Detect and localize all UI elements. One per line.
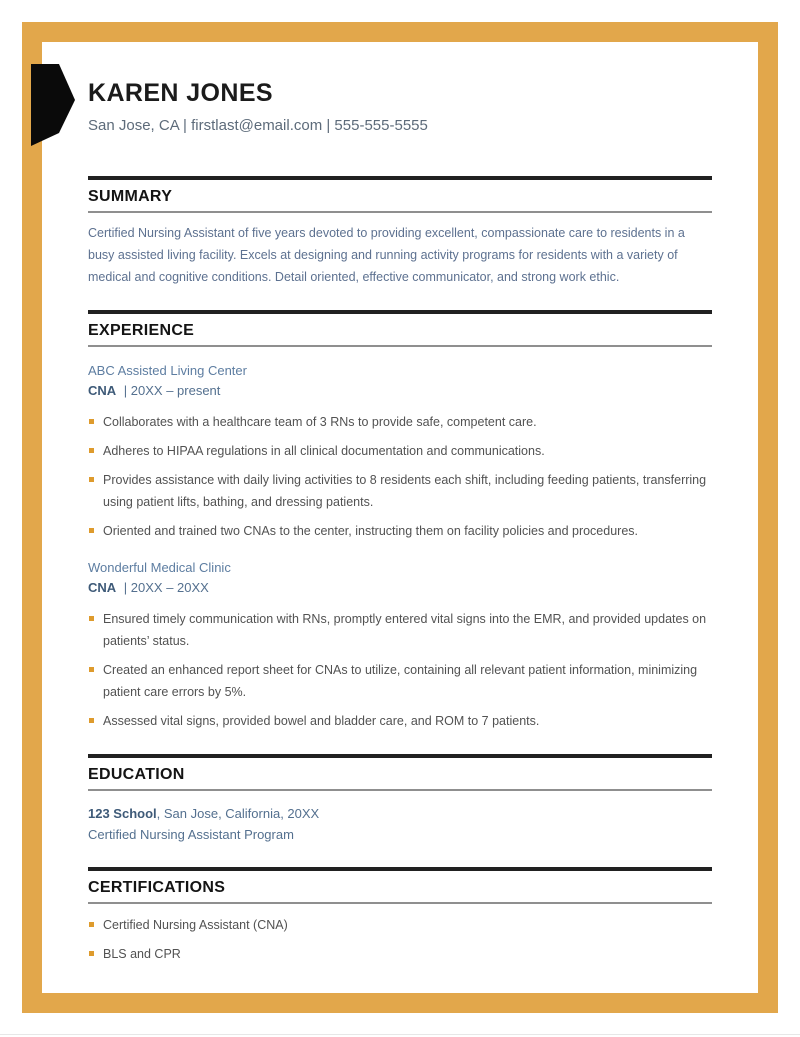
- job-bullet-list: [88, 411, 712, 542]
- role-dates: | 20XX – 20XX: [123, 580, 209, 595]
- role-title: CNA: [88, 580, 117, 595]
- company-name: ABC Assisted Living Center: [88, 363, 247, 378]
- job-entry-2: [88, 558, 712, 732]
- bullet-item: Oriented and trained two CNAs to the center, instructing them on facility policies and procedures.: [88, 520, 712, 542]
- education-entry: [88, 803, 712, 845]
- section-experience: [88, 310, 712, 732]
- role-title: CNA: [88, 383, 117, 398]
- company-name: Wonderful Medical Clinic: [88, 560, 231, 575]
- bullet-item: Ensured timely communication with RNs, promptly entered vital signs into the EMR, and provided updates on patients’ status.: [88, 608, 712, 652]
- bookmark-ribbon-icon: [31, 64, 75, 146]
- role-line: [88, 578, 712, 598]
- bullet-item: Created an enhanced report sheet for CNAs to utilize, containing all relevant patient information, minimizing patient care errors by 5%.: [88, 659, 712, 703]
- section-certifications: [88, 867, 712, 965]
- program-name: Certified Nursing Assistant Program: [88, 827, 294, 842]
- page-bottom-edge: [0, 1034, 800, 1035]
- bullet-item: Certified Nursing Assistant (CNA): [88, 914, 712, 936]
- bullet-item: Assessed vital signs, provided bowel and bladder care, and ROM to 7 patients.: [88, 710, 712, 732]
- education-title: EDUCATION: [88, 754, 712, 791]
- section-education: [88, 754, 712, 845]
- resume-content: [88, 42, 712, 972]
- experience-title: EXPERIENCE: [88, 310, 712, 347]
- bullet-item: Adheres to HIPAA regulations in all clinical documentation and communications.: [88, 440, 712, 462]
- certifications-list: [88, 914, 712, 965]
- resume-header: [88, 42, 712, 136]
- certifications-title: CERTIFICATIONS: [88, 867, 712, 904]
- role-dates: | 20XX – present: [123, 383, 221, 398]
- role-line: [88, 381, 712, 401]
- summary-paragraph: Certified Nursing Assistant of five years devoted to providing excellent, compassionate care to residents in a busy assisted living facility. Excels at designing and running activity programs for residents with a variety of medical and cognitive conditions. Detail oriented, effective communicator, and strong work ethic.: [88, 226, 685, 284]
- bullet-item: Collaborates with a healthcare team of 3 RNs to provide safe, competent care.: [88, 411, 712, 433]
- section-summary: [88, 176, 712, 288]
- job-bullet-list: [88, 608, 712, 732]
- school-details: , San Jose, California, 20XX: [156, 806, 320, 821]
- bullet-item: Provides assistance with daily living activities to 8 residents each shift, including feeding patients, transferring using patient lifts, bathing, and dressing patients.: [88, 469, 712, 513]
- bullet-item: BLS and CPR: [88, 943, 712, 965]
- job-entry-1: [88, 361, 712, 542]
- contact-line: San Jose, CA | firstlast@email.com | 555-555-5555: [88, 117, 428, 134]
- school-name: 123 School: [88, 806, 157, 821]
- summary-title: SUMMARY: [88, 176, 712, 213]
- name-heading: KAREN JONES: [88, 79, 273, 107]
